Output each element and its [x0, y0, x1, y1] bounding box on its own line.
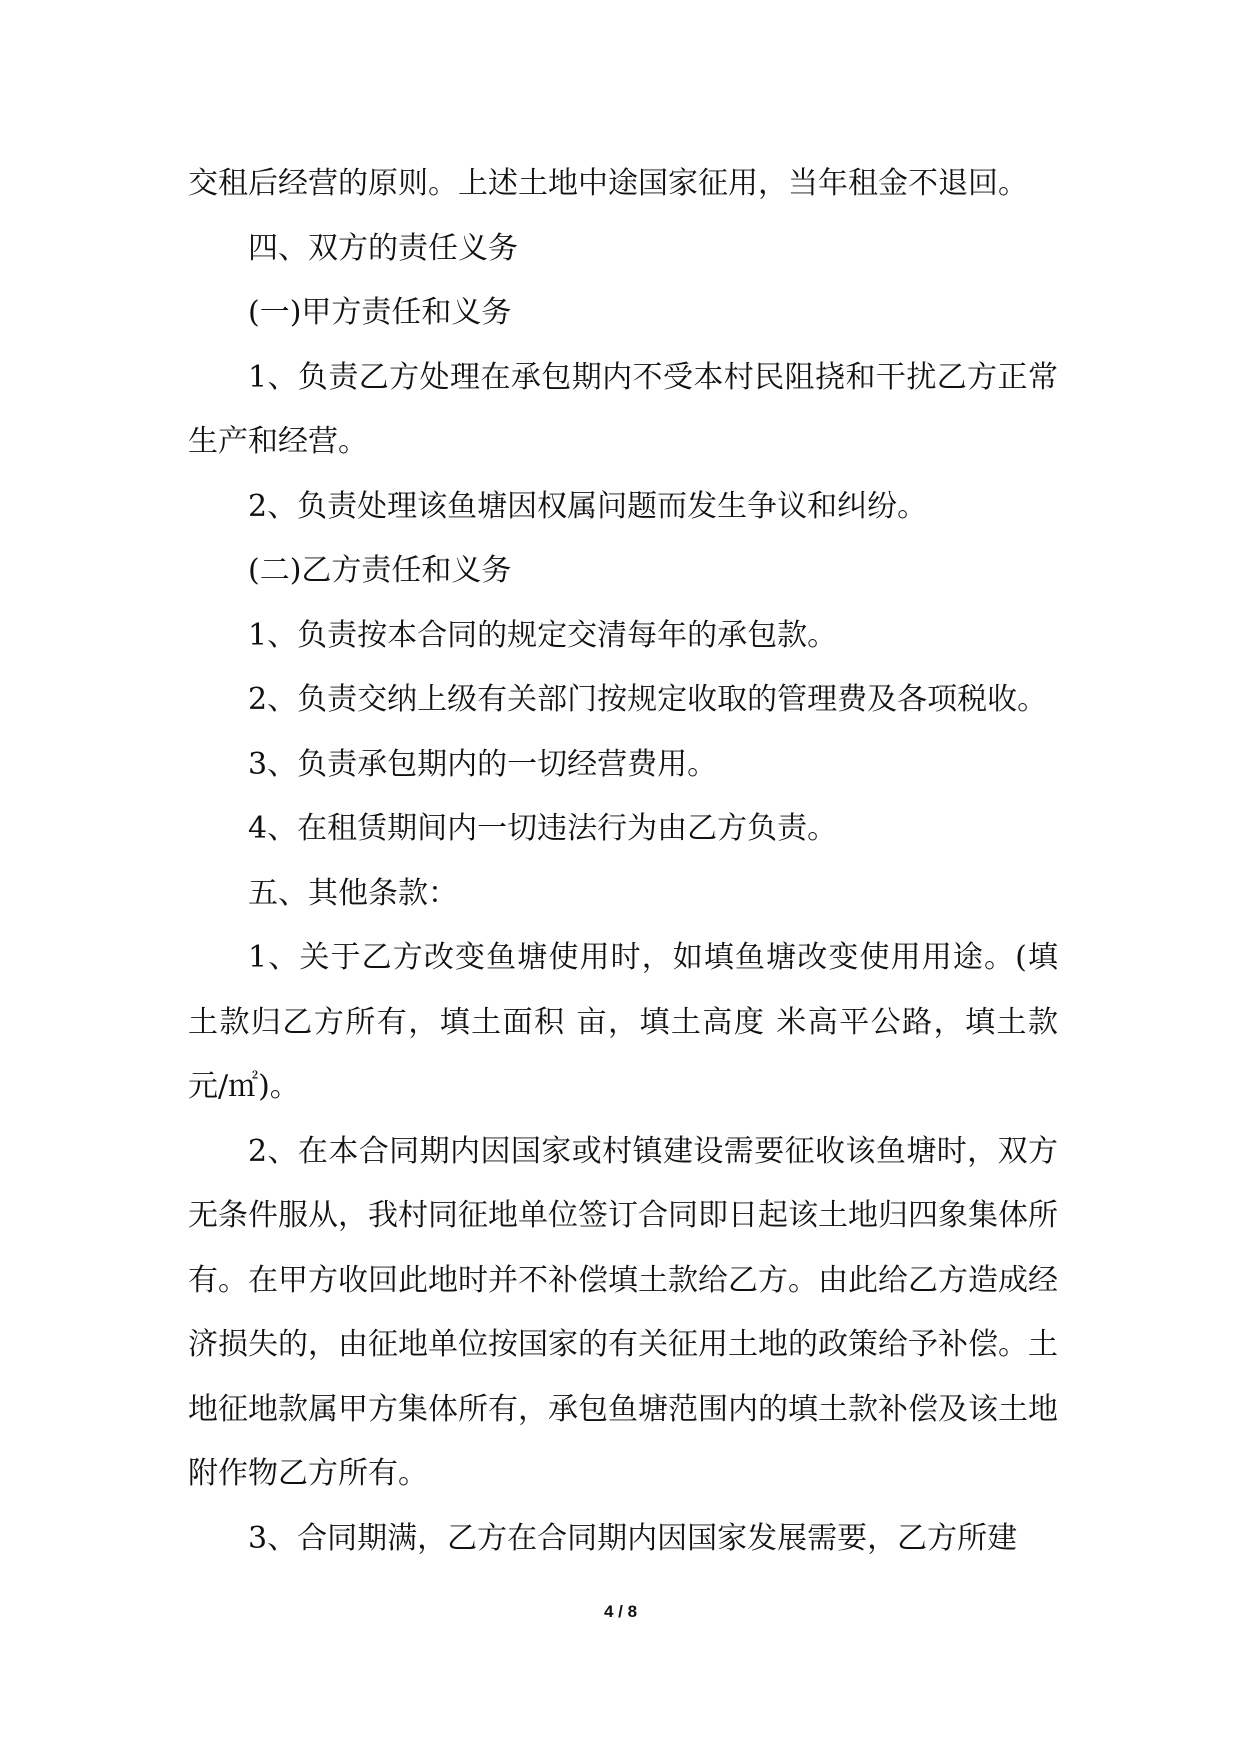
paragraph: 1、负责乙方处理在承包期内不受本村民阻挠和干扰乙方正常生产和经营。: [188, 359, 1058, 459]
paragraph: 2、在本合同期内因国家或村镇建设需要征收该鱼塘时，双方无条件服从，我村同征地单位签订合同即日起该土地归四象集体所有。在甲方收回此地时并不补偿填土款给乙方。由此给乙方造成经济损失的，由征地单位按国家的有关征用土地的政策给予补偿。土地征地款属甲方集体所有，承包鱼塘范围内的填土款补偿及该土地附作物乙方所有。: [188, 1133, 1058, 1491]
subheading-party-b: (二)乙方责任和义务: [248, 553, 512, 588]
section-heading-other-terms: 五、其他条款：: [248, 875, 458, 911]
paragraph: 2、负责处理该鱼塘因权属问题而发生争议和纠纷。: [248, 488, 928, 524]
subheading-party-a: (一)甲方责任和义务: [248, 295, 512, 330]
document-body: [188, 152, 1058, 1571]
paragraph: 1、关于乙方改变鱼塘使用时，如填鱼塘改变使用用途。(填土款归乙方所有，填土面积 亩，填土高度 米高平公路，填土款 元/㎡)。: [188, 940, 1058, 1104]
paragraph: 1、负责按本合同的规定交清每年的承包款。: [248, 617, 838, 653]
paragraph: 交租后经营的原则。上述土地中途国家征用，当年租金不退回。: [188, 166, 1028, 201]
page-number: 4 / 8: [603, 1602, 638, 1621]
paragraph: 3、负责承包期内的一切经营费用。: [248, 746, 718, 782]
paragraph: 4、在租赁期间内一切违法行为由乙方负责。: [248, 811, 838, 846]
paragraph: 2、负责交纳上级有关部门按规定收取的管理费及各项税收。: [248, 682, 1048, 717]
section-heading-responsibilities: 四、双方的责任义务: [248, 230, 518, 266]
paragraph: 3、合同期满，乙方在合同期内因国家发展需要，乙方所建: [248, 1520, 1018, 1556]
